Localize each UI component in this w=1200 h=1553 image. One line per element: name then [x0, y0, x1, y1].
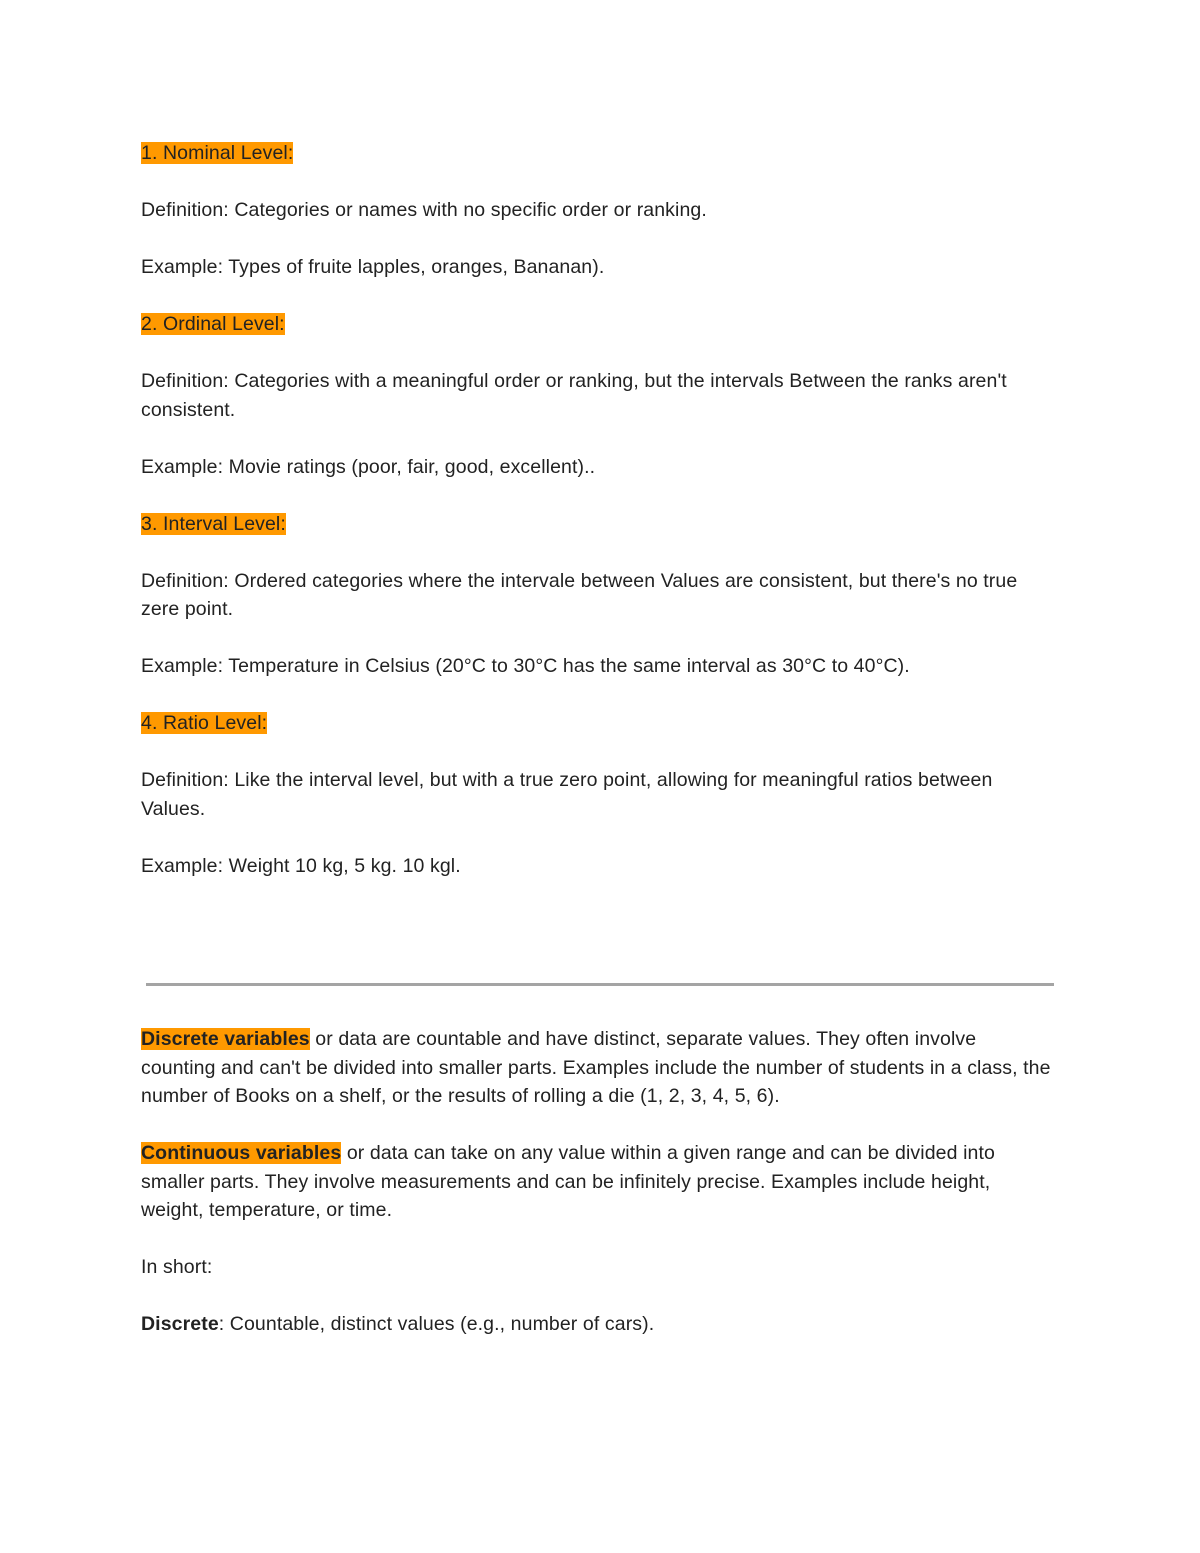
- highlighted-heading: 2. Ordinal Level:: [141, 313, 285, 335]
- level-heading: [141, 709, 1056, 738]
- level-definition: Definition: Categories or names with no specific order or ranking.: [141, 199, 707, 221]
- continuous-text: or data can take on any value within a given range and can be divided into smaller parts. They involve measurements and can be infinitely precise. Examples include height, weight, temperature, or time.: [141, 1142, 995, 1221]
- highlighted-heading: 1. Nominal Level:: [141, 142, 294, 164]
- level-heading: [141, 310, 1056, 339]
- in-short-label: In short:: [141, 1256, 213, 1278]
- continuous-term: Continuous variables: [141, 1142, 342, 1164]
- highlighted-heading: 3. Interval Level:: [141, 512, 286, 535]
- level-heading: [141, 510, 1056, 539]
- discrete-text: or data are countable and have distinct, separate values. They often involve counting and can't be divided into smaller parts. Examples include the number of students in a class, the number of Books on a shelf, or the results of rolling a die (1, 2, 3, 4, 5, 6).: [141, 1028, 1051, 1107]
- level-heading: [141, 139, 1056, 168]
- level-example: Example: Weight 10 kg, 5 kg. 10 kgl.: [141, 854, 461, 877]
- level-definition: Definition: Like the interval level, but with a true zero point, allowing for meaningful ratios between Values.: [141, 769, 993, 820]
- summary-text: : Countable, distinct values (e.g., number of cars).: [218, 1313, 655, 1335]
- level-definition: Definition: Categories with a meaningful order or ranking, but the intervals Between the ranks aren't consistent.: [141, 370, 1007, 421]
- level-definition: Definition: Ordered categories where the intervale between Values are consistent, but there's no true zere point.: [141, 569, 1018, 620]
- levels-of-measurement-section: [141, 139, 1056, 880]
- summary-term: Discrete: [141, 1313, 219, 1335]
- highlighted-heading: 4. Ratio Level:: [141, 712, 268, 734]
- level-example: Example: Temperature in Celsius (20°C to 30°C has the same interval as 30°C to 40°C).: [141, 655, 910, 677]
- continuous-paragraph: [141, 1139, 1056, 1225]
- summary-paragraph: [141, 1310, 1056, 1339]
- discrete-term: Discrete variables: [141, 1028, 310, 1050]
- variables-section: [141, 1025, 1056, 1339]
- discrete-paragraph: [141, 1025, 1056, 1111]
- level-example: Example: Movie ratings (poor, fair, good, excellent)..: [141, 455, 596, 478]
- level-example: Example: Types of fruite lapples, oranges, Bananan).: [141, 256, 605, 278]
- horizontal-rule: [146, 983, 1054, 986]
